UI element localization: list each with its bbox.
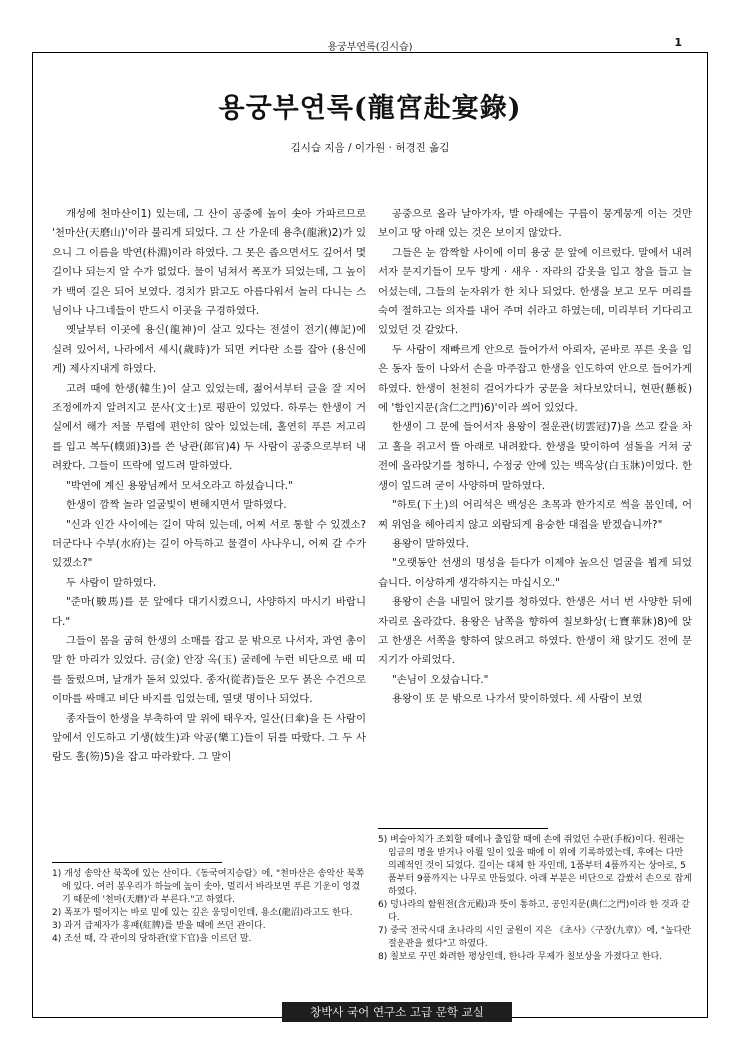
paragraph: "박연에 계신 용왕님께서 모셔오라고 하셨습니다.": [66, 479, 293, 492]
paragraph: 용왕이 또 문 밖으로 나가서 맞이하였다. 세 사람이 보였: [392, 693, 643, 706]
paragraph: 공중으로 올라 날아가자, 발 아래에는 구름이 뭉게뭉게 이는 것만 보이고 땅 아래 있는 것은 보이지 않았다.: [378, 208, 692, 240]
paragraph: 종자들이 한생을 부축하여 말 위에 태우자, 일산(日傘)을 든 사람이 앞에서 인도하고 기생(妓生)과 악공(樂工)들이 뒤를 따랐다. 그 두 사람도 홀(笏)5)을 잡고 따라왔다. 그 말이: [52, 712, 366, 764]
footnote-divider: [52, 862, 222, 863]
paragraph: 한생이 깜짝 놀라 얼굴빛이 변해지면서 말하였다.: [66, 499, 287, 512]
footnote: 4) 조선 때, 각 관이의 당하관(堂下官)을 이르던 말.: [52, 934, 252, 944]
footnote: 8) 칠보로 꾸민 화려한 평상인데, 한나라 무제가 칠보상을 가졌다고 한다.: [378, 952, 663, 962]
page-number: 1: [674, 36, 682, 49]
footnote: 5) 벼슬아치가 조회할 때에나 출입할 때에 손에 쥐었던 수판(手板)이다. 원래는 임금의 명을 받거나 아뢸 일이 있을 때에 이 위에 기록하였는데, 후에는 다만 의례적인 것이 되었다. 길이는 대체 한 자인데, 1품부터 4품까지는 상아로, 5품부터 9품까지는 나무로 만들었다. 아래 부분은 비단으로 감쌌서 손으로 잡게 하였다.: [378, 835, 692, 897]
paragraph: 한생이 그 문에 들어서자 용왕이 절운관(切雲冠)7)을 쓰고 칼을 차고 홀을 쥐고서 뜰 아래로 내려왔다. 한생을 맞이하여 섬돌을 거쳐 궁전에 올라앉기를 청하니, 수정궁 안에 있는 백옥상(白玉牀)이었다. 한생이 엎드려 굳이 사양하며 말하였다.: [378, 421, 692, 492]
footnotes-left: [52, 868, 366, 946]
paragraph: 개성에 천마산이1) 있는데, 그 산이 공중에 높이 솟아 가파르므로 '천마산(天磨山)'이라 불리게 되었다. 그 산 가운데 용추(龍湫)2)가 있으니 그 이름을 박연(朴淵)이라 하였다. 그 못은 좁으면서도 깊어서 몇 길이나 되는지 알 수가 없었다. 물이 넘쳐서 폭포가 되었는데, 그 높이가 백여 길은 되어 보였다. 경치가 맑고도 아름다워서 놀러 다니는 스님이나 나그네들이 반드시 이곳을 구경하였다.: [52, 208, 366, 318]
left-text-column: [52, 205, 366, 768]
right-text-column: [378, 205, 692, 710]
footnotes-right: [378, 834, 692, 964]
footnote: 1) 개성 송악산 북쪽에 있는 산이다.《동국여지승람》에, "천마산은 송악산 북쪽에 있다. 여러 봉우리가 하늘에 높이 솟아, 멀리서 바라보면 푸른 기운이 엉겼기 때문에 '천마(天磨)'라 부른다."고 하였다.: [52, 869, 365, 905]
paragraph: "준마(駿馬)를 문 앞에다 대기시켰으니, 사양하지 마시기 바랍니다.": [52, 596, 366, 628]
footnote-divider: [378, 828, 548, 829]
paragraph: 그들이 몸을 굽혀 한생의 소매를 잡고 문 밖으로 나서자, 과연 총이말 한 마리가 있었다. 금(金) 안장 옥(玉) 굴레에 누런 비단으로 배 띠를 둘렀으며, 날개가 돋쳐 있었다. 종자(從者)들은 모두 붉은 수건으로 이마를 싸매고 비단 바지를 입었는데, 열댓 명이나 되었다.: [52, 634, 366, 706]
paragraph: "손님이 오셨습니다.": [392, 673, 489, 686]
paragraph: 용왕이 손을 내밀어 앉기를 청하였다. 한생은 서너 번 사양한 뒤에 자리로 올라갔다. 용왕은 남쪽을 향하여 칠보화상(七寶華牀)8)에 앉고 한생은 서쪽을 향하여 앉으려고 하였다. 한생이 채 앉기도 전에 문지기가 아뢰었다.: [378, 596, 692, 667]
paragraph: 그들은 눈 깜짝할 사이에 이미 용궁 문 앞에 이르렀다. 말에서 내려서자 문지기들이 모두 방게 · 새우 · 자라의 갑옷을 입고 창을 들고 늘어섰는데, 그들의 눈자위가 한 치나 되었다. 한생을 보고 모두 머리를 숙여 절하고는 의자를 내어 주며 쉬라고 하였는데, 미리부터 기다리고 있었던 것 같았다.: [378, 246, 692, 337]
footnote: 2) 폭포가 떨어지는 바로 밑에 있는 깊은 웅덩이인데, 용소(龍沼)라고도 한다.: [52, 908, 353, 918]
paragraph: 옛날부터 이곳에 용신(龍神)이 살고 있다는 전설이 전기(傳記)에 실려 있어서, 나라에서 세시(歲時)가 되면 커다란 소를 잡아 (용신에게) 제사지내게 하였다.: [52, 324, 366, 376]
paragraph: 두 사람이 재빠르게 안으로 들어가서 아뢰자, 곧바로 푸른 옷을 입은 동자 둘이 나와서 손을 마주잡고 한생을 인도하여 안으로 들어가게 하였다. 한생이 천천히 걸어가다가 궁문을 쳐다보았더니, 현판(懸板)에 '함인지문(含仁之門)6)'이라 씌어 있었다.: [378, 343, 692, 415]
footnote: 7) 중국 전국시대 초나라의 시인 굴원이 지은 《초사》〈구장(九章)〉에, "높다란 절운관을 썼다"고 하였다.: [378, 926, 691, 949]
paragraph: "하토(下土)의 어리석은 백성은 초목과 한가지로 썩을 몸인데, 어찌 위엄을 헤아리지 않고 외람되게 융숭한 대접을 받겠습니까?": [378, 499, 692, 531]
paragraph: "신과 인간 사이에는 길이 막혀 있는데, 어찌 서로 통할 수 있겠소? 더군다나 수부(水府)는 길이 아득하고 물결이 사나우니, 어찌 갈 수가 있겠소?": [52, 518, 366, 570]
author-line: 김시습 지음 / 이가원 · 허경진 옮김: [290, 142, 450, 154]
running-title: 용궁부연록(김시습): [327, 42, 413, 53]
footnote: 3) 과거 급제자가 홍패(紅牌)를 받을 때에 쓰던 관이다.: [52, 921, 266, 931]
footnote: 6) 덩나라의 함원전(含元殿)과 뜻이 통하고, 공인지문(典仁之門)이라 한 것과 같다.: [378, 900, 690, 923]
document-title: 용궁부연록(龍宮赴宴錄): [218, 93, 522, 124]
paragraph: "오랫동안 선생의 명성을 듣다가 이제야 높으신 얼굴을 뵙게 되었습니다. 이상하게 생각하지는 마십시오.": [378, 557, 692, 589]
paragraph: 용왕이 말하였다.: [392, 537, 469, 550]
footer-banner: 창박사 국어 연구소 고급 문학 교실: [282, 1002, 512, 1022]
paragraph: 두 사람이 말하였다.: [66, 576, 157, 589]
paragraph: 고려 때에 한생(韓生)이 살고 있었는데, 젊어서부터 글을 잘 지어 조정에까지 알려지고 문사(文士)로 평판이 있었다. 하루는 한생이 거실에서 해가 저물 무렵에 편안히 앉아 있었는데, 홀연히 푸른 저고리를 입고 복두(幞頭)3)를 쓴 낭관(郎官)4) 두 사람이 공중으로부터 내려왔다. 그들이 뜨락에 엎드려 말하였다.: [52, 382, 366, 473]
